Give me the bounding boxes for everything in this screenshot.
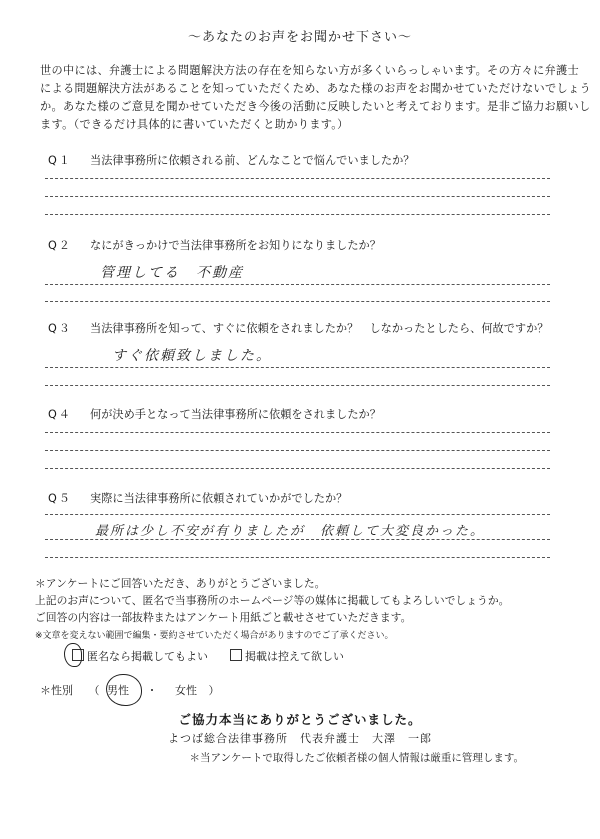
- answer-line: [45, 450, 550, 451]
- gender-option-female[interactable]: 女性: [175, 684, 197, 697]
- handwritten-answer: 最所は少し不安が有りましたが 依頼して大変良かった。: [95, 524, 486, 539]
- edit-note: ※文章を変えない範囲で編集・要約させていただく場合がありますのでご了承ください。: [35, 631, 394, 641]
- question-text: 実際に当法律事務所に依頼されていかがでしたか？: [90, 492, 348, 505]
- answer-line: [45, 367, 550, 368]
- intro-line: ます。（できるだけ具体的に書いていただくと助かります。）: [40, 118, 349, 131]
- consent-yes-label: 匿名なら掲載してもよい: [87, 650, 208, 663]
- question-number: Q５: [48, 492, 72, 505]
- gender-option-male[interactable]: 男性: [107, 684, 129, 697]
- page-title: ～あなたのお声をお聞かせ下さい～: [187, 30, 412, 45]
- privacy-note: ＊当アンケートで取得したご依頼者様の個人情報は厳重に管理します。: [189, 752, 524, 764]
- answer-line: [45, 178, 550, 179]
- gender-paren-open: （: [88, 684, 100, 697]
- intro-paragraph: [40, 62, 591, 134]
- firm-signature: よつば総合法律事務所 代表弁護士 大澤 一郎: [168, 732, 432, 745]
- question-number: Q４: [48, 408, 72, 421]
- answer-line: [45, 284, 550, 285]
- gender-paren-close: ）: [208, 684, 220, 697]
- answer-line: [45, 196, 550, 197]
- consent-option-yes[interactable]: [72, 648, 208, 664]
- answer-line: [45, 214, 550, 215]
- answer-line: [45, 557, 550, 558]
- consent-detail: ご回答の内容は一部抜粋またはアンケート用紙ごと載せさせていただきます。: [35, 611, 412, 624]
- thanks-note: ＊アンケートにご回答いただき、ありがとうございました。: [35, 577, 326, 590]
- closing-thanks: ご協力本当にありがとうございました。: [178, 712, 422, 727]
- answer-line: [45, 385, 550, 386]
- answer-line: [45, 432, 550, 433]
- gender-separator: ・: [146, 684, 158, 697]
- checkbox[interactable]: [230, 649, 242, 661]
- handwritten-answer: すぐ依頼致しました。: [112, 348, 272, 364]
- question-number: Q３: [48, 322, 72, 335]
- question-text: 何が決め手となって当法律事務所に依頼をされましたか？: [90, 408, 381, 421]
- question-text: 当法律事務所を知って、すぐに依頼をされましたか？ しなかったとしたら、何故ですか？: [90, 322, 549, 335]
- question-text: 当法律事務所に依頼される前、どんなことで悩んでいましたか？: [90, 154, 415, 167]
- handwritten-answer: 管理してる 不動産: [100, 265, 244, 281]
- question-number: Q１: [48, 154, 72, 167]
- handwritten-check-mark: [64, 643, 82, 667]
- consent-no-label: 掲載は控えて欲しい: [245, 650, 344, 663]
- answer-line: [45, 539, 550, 540]
- gender-label: ＊性別: [40, 684, 73, 697]
- consent-question: 上記のお声について、匿名で当事務所のホームページ等の媒体に掲載してもよろしいでしょうか。: [35, 594, 510, 607]
- answer-line: [45, 514, 550, 515]
- intro-line: による問題解決方法があることを知っていただくため、あなた様のお声をお聞かせていただけないでしょう: [40, 82, 591, 95]
- answer-line: [45, 468, 550, 469]
- intro-line: 世の中には、弁護士による問題解決方法の存在を知らない方が多くいらっしゃいます。その方々に弁護士: [40, 64, 580, 77]
- handwritten-circle-male: [106, 674, 142, 706]
- intro-line: か。あなた様のご意見を聞かせていただき今後の活動に反映したいと考えております。是非ご協力お願いし: [40, 100, 591, 113]
- question-text: なにがきっかけで当法律事務所をお知りになりましたか？: [90, 239, 381, 252]
- question-number: Q２: [48, 239, 72, 252]
- consent-option-no[interactable]: [230, 648, 344, 664]
- answer-line: [45, 301, 550, 302]
